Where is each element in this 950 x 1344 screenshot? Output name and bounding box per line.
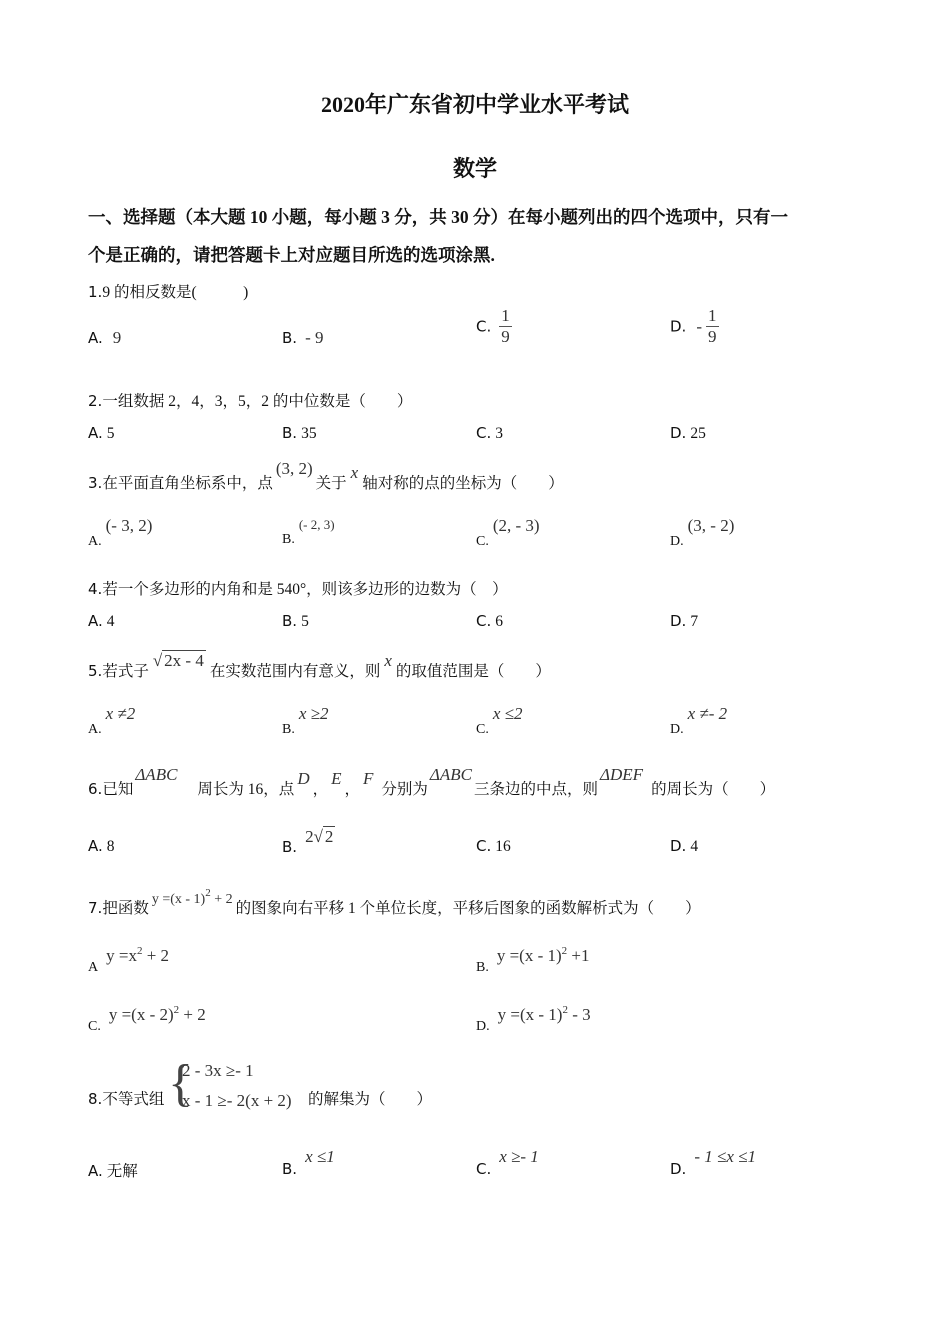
coefficient: 2 bbox=[305, 827, 314, 846]
question-number: 7. bbox=[88, 899, 103, 917]
option-value: 5 bbox=[106, 425, 115, 442]
q8-option-b[interactable] bbox=[282, 1147, 335, 1179]
option-label: B. bbox=[282, 838, 298, 856]
square-root-expression: 2√ 2 bbox=[305, 827, 334, 846]
question-text: 的解集为（ ） bbox=[308, 1091, 433, 1108]
q8-option-a[interactable] bbox=[88, 1159, 138, 1181]
option-label: D. bbox=[670, 317, 687, 336]
section-heading-line2: 个是正确的，请把答题卡上对应题目所选的选项涂黑. bbox=[88, 245, 495, 265]
option-value: (3, - 2) bbox=[687, 516, 735, 535]
question-7 bbox=[88, 887, 701, 918]
option-label: A. bbox=[88, 424, 103, 442]
option-label: B. bbox=[282, 1160, 298, 1178]
option-value bbox=[106, 946, 169, 965]
q5-option-a[interactable] bbox=[88, 704, 136, 738]
question-number: 1. bbox=[88, 283, 103, 301]
option-label: C. bbox=[88, 1019, 101, 1034]
option-value: (- 2, 3) bbox=[298, 517, 335, 532]
triangle-abc: ΔABC bbox=[135, 765, 178, 784]
math-variable: x bbox=[350, 463, 359, 482]
option-value bbox=[497, 946, 590, 965]
option-label: A. bbox=[88, 837, 103, 855]
question-text: 在平面直角坐标系中，点 bbox=[102, 475, 273, 492]
question-text: 若一个多边形的内角和是 540°，则该多边形的边数为（ ） bbox=[102, 581, 508, 598]
exponent: 2 bbox=[205, 887, 211, 899]
option-value: x ≠2 bbox=[105, 704, 136, 723]
expression-part: y =(x - 1) bbox=[496, 946, 562, 965]
option-label: C. bbox=[476, 424, 492, 442]
triangle-abc: ΔABC bbox=[429, 765, 473, 784]
denominator: 9 bbox=[708, 327, 717, 346]
expression-part: + 2 bbox=[179, 1005, 206, 1024]
option-value: 25 bbox=[690, 425, 706, 442]
option-label: D. bbox=[670, 534, 684, 549]
option-label: A. bbox=[88, 722, 102, 737]
fraction bbox=[499, 306, 512, 347]
expression-part: y =(x - 1) bbox=[497, 1005, 563, 1024]
option-label: A. bbox=[88, 612, 103, 630]
q2-option-a[interactable] bbox=[88, 424, 115, 443]
section-heading-line1: 一、选择题（本大题 10 小题，每小题 3 分，共 30 分）在每小题列出的四个选项中，只有一 bbox=[88, 207, 788, 227]
q3-option-d[interactable] bbox=[670, 516, 735, 550]
q7-option-d[interactable] bbox=[476, 1004, 591, 1035]
option-value: 8 bbox=[106, 838, 115, 855]
q5-option-d[interactable] bbox=[670, 704, 728, 738]
exponent: 2 bbox=[561, 945, 568, 957]
separator: ， bbox=[344, 781, 361, 798]
option-value: x ≤1 bbox=[305, 1147, 335, 1166]
q8-option-d[interactable] bbox=[670, 1147, 756, 1179]
question-number: 6. bbox=[88, 780, 103, 798]
question-1 bbox=[88, 280, 248, 302]
option-value bbox=[109, 1005, 206, 1024]
exponent: 2 bbox=[136, 945, 143, 957]
option-label: B. bbox=[476, 960, 489, 975]
expression-part: + 2 bbox=[210, 892, 233, 907]
option-value: 16 bbox=[495, 838, 511, 855]
expression-part: - 3 bbox=[567, 1005, 591, 1024]
option-label: B. bbox=[282, 532, 295, 547]
option-value: 6 bbox=[495, 613, 503, 630]
question-number: 8. bbox=[88, 1090, 103, 1108]
q5-option-c[interactable] bbox=[476, 704, 523, 738]
option-value: - 1 ≤x ≤1 bbox=[694, 1147, 756, 1166]
option-label: C. bbox=[476, 1160, 492, 1178]
q4-option-a[interactable] bbox=[88, 612, 115, 631]
math-point: (3, 2) bbox=[275, 459, 313, 478]
q2-option-c[interactable] bbox=[476, 424, 503, 443]
question-text: 9 的相反数是( ) bbox=[102, 284, 249, 301]
option-value bbox=[498, 1005, 591, 1024]
option-value: (2, - 3) bbox=[492, 516, 540, 535]
option-value: x ≥- 1 bbox=[499, 1147, 539, 1166]
q2-option-b[interactable] bbox=[282, 424, 317, 443]
expression-part: y =x bbox=[106, 946, 137, 965]
q4-option-d[interactable] bbox=[670, 612, 698, 631]
option-label: B. bbox=[282, 612, 298, 630]
q3-option-c[interactable] bbox=[476, 516, 540, 550]
q5-option-b[interactable] bbox=[282, 704, 329, 738]
q1-option-c[interactable] bbox=[476, 306, 512, 347]
numerator: 1 bbox=[501, 306, 510, 325]
option-label: A. bbox=[88, 534, 102, 549]
question-text: 把函数 bbox=[102, 900, 149, 917]
q7-option-b[interactable] bbox=[476, 945, 590, 976]
denominator: 9 bbox=[501, 327, 510, 346]
question-text: 的取值范围是（ ） bbox=[395, 663, 551, 680]
question-text: 分别为 bbox=[381, 781, 428, 798]
option-label: D. bbox=[670, 612, 687, 630]
expression-part: + 2 bbox=[142, 946, 170, 965]
option-label: D. bbox=[670, 1160, 687, 1178]
option-value: x ≠- 2 bbox=[687, 704, 728, 723]
option-value: - 9 bbox=[305, 328, 324, 347]
question-text: 关于 bbox=[315, 475, 347, 492]
exam-title: 2020年广东省初中学业水平考试 bbox=[320, 92, 629, 117]
option-label: C. bbox=[476, 722, 489, 737]
question-4 bbox=[88, 577, 508, 599]
question-number: 3. bbox=[88, 474, 103, 492]
q1-option-b[interactable] bbox=[282, 328, 323, 348]
question-text: 在实数范围内有意义，则 bbox=[209, 663, 381, 680]
function-expression bbox=[151, 887, 233, 907]
question-number: 5. bbox=[88, 662, 103, 680]
option-label: D. bbox=[670, 722, 684, 737]
q6-option-c[interactable] bbox=[476, 837, 511, 856]
option-label: A. bbox=[88, 1162, 103, 1180]
expression-part: y =(x - 2) bbox=[108, 1005, 174, 1024]
question-2 bbox=[88, 389, 412, 411]
question-3 bbox=[88, 459, 564, 493]
option-value: 7 bbox=[690, 613, 699, 630]
option-value: 3 bbox=[495, 425, 503, 442]
question-number: 4. bbox=[88, 580, 103, 598]
question-text: 已知 bbox=[102, 781, 134, 798]
q4-option-b[interactable] bbox=[282, 612, 309, 631]
question-6 bbox=[88, 765, 776, 799]
option-value: 4 bbox=[106, 613, 115, 630]
inequality-1: 2 - 3x ≥- 1 bbox=[182, 1061, 254, 1080]
question-text: 三条边的中点，则 bbox=[474, 781, 599, 798]
option-label: C. bbox=[476, 837, 492, 855]
numerator: 1 bbox=[708, 306, 717, 325]
q7-option-c[interactable] bbox=[88, 1004, 206, 1035]
question-text: 的周长为（ ） bbox=[651, 781, 776, 798]
question-number: 2. bbox=[88, 392, 103, 410]
expression-part: y =(x - 1) bbox=[151, 892, 206, 907]
left-brace: { bbox=[168, 1055, 193, 1112]
question-text: 的图象向右平移 1 个单位长度，平移后图象的函数解析式为（ ） bbox=[235, 900, 701, 917]
option-label: B. bbox=[282, 329, 298, 347]
q4-option-c[interactable] bbox=[476, 612, 503, 631]
q3-option-b[interactable] bbox=[282, 517, 335, 548]
option-value: 4 bbox=[690, 838, 699, 855]
option-value: 5 bbox=[301, 613, 309, 630]
question-text: 一组数据 2，4，3，5，2 的中位数是（ ） bbox=[102, 393, 413, 410]
exponent: 2 bbox=[173, 1004, 180, 1016]
option-label: C. bbox=[476, 317, 492, 336]
q8-option-c[interactable] bbox=[476, 1147, 539, 1179]
q1-option-d[interactable] bbox=[670, 306, 719, 347]
question-text: 不等式组 bbox=[102, 1091, 165, 1108]
fraction bbox=[706, 306, 719, 347]
option-label: B. bbox=[282, 722, 295, 737]
option-label: A bbox=[88, 960, 99, 975]
option-value: x ≤2 bbox=[492, 704, 523, 723]
q7-option-a[interactable] bbox=[88, 945, 170, 976]
option-label: D. bbox=[670, 837, 687, 855]
subject-title: 数学 bbox=[452, 156, 497, 181]
triangle-def: ΔDEF bbox=[600, 765, 644, 784]
point-f: F bbox=[363, 769, 374, 788]
option-value: 35 bbox=[301, 425, 317, 442]
inequality-2: x - 1 ≥- 2(x + 2) bbox=[182, 1091, 292, 1110]
question-8 bbox=[88, 1087, 164, 1109]
point-e: E bbox=[331, 769, 342, 788]
question-text: 周长为 16，点 bbox=[197, 781, 295, 798]
math-variable: x bbox=[384, 651, 392, 670]
radicand: 2 bbox=[324, 827, 334, 846]
option-value: 9 bbox=[112, 328, 122, 347]
q1-option-a[interactable] bbox=[88, 328, 121, 348]
separator: ， bbox=[312, 781, 329, 798]
q2-option-d[interactable] bbox=[670, 424, 706, 443]
option-value: 无解 bbox=[106, 1163, 138, 1180]
q6-option-b[interactable] bbox=[282, 827, 335, 857]
exponent: 2 bbox=[562, 1004, 568, 1016]
minus-sign: - bbox=[696, 316, 702, 336]
option-value: x ≥2 bbox=[298, 704, 329, 723]
option-label: B. bbox=[282, 424, 298, 442]
q6-option-a[interactable] bbox=[88, 837, 115, 856]
point-d: D bbox=[297, 769, 310, 788]
square-root: √ 2x - 4 bbox=[152, 651, 204, 670]
question-5 bbox=[88, 651, 551, 681]
option-label: C. bbox=[476, 612, 492, 630]
option-label: D. bbox=[670, 424, 687, 442]
radicand: 2x - 4 bbox=[164, 651, 204, 670]
question-text: 轴对称的点的坐标为（ ） bbox=[362, 475, 564, 492]
q3-option-a[interactable] bbox=[88, 516, 153, 550]
question-text: 若式子 bbox=[102, 663, 149, 680]
option-label: A. bbox=[88, 329, 103, 347]
expression-part: +1 bbox=[567, 946, 590, 965]
option-label: C. bbox=[476, 534, 489, 549]
option-value: (- 3, 2) bbox=[105, 516, 153, 535]
q6-option-d[interactable] bbox=[670, 837, 698, 856]
option-label: D. bbox=[476, 1019, 490, 1034]
